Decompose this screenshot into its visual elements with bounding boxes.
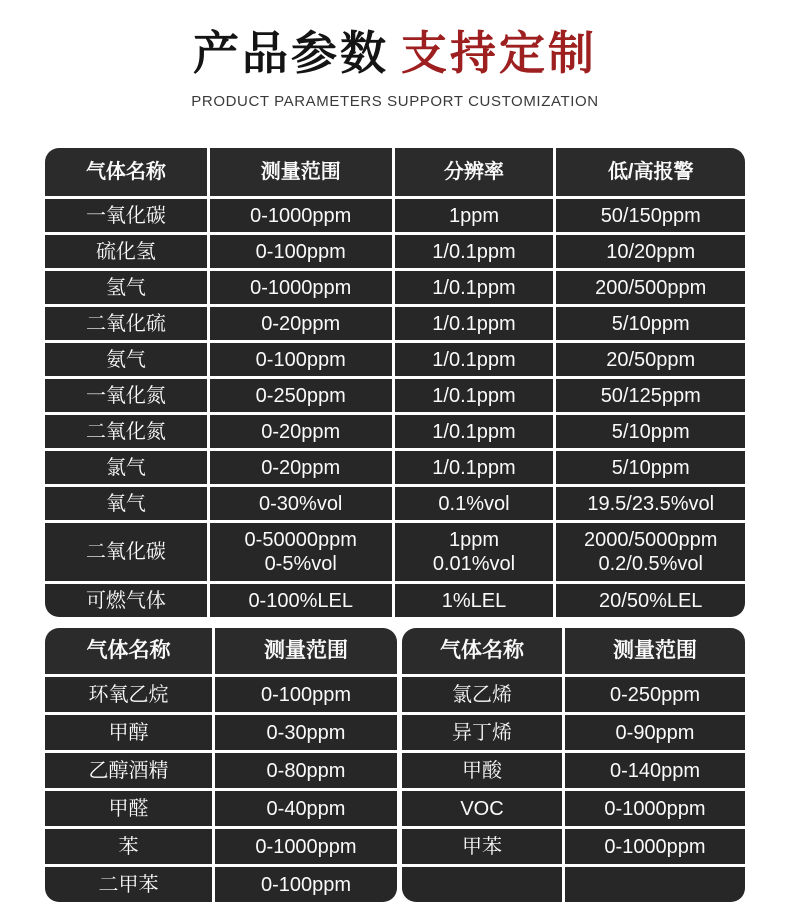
table-cell: 甲苯 xyxy=(402,829,562,864)
table-cell xyxy=(565,867,745,902)
table-cell: 二甲苯 xyxy=(45,867,212,902)
right-spec-table xyxy=(402,628,745,902)
table-cell: 氢气 xyxy=(45,271,207,304)
page-title-black: 产品参数 xyxy=(193,27,389,79)
table-cell: 1/0.1ppm xyxy=(395,379,554,412)
table-cell: 0-20ppm xyxy=(210,451,392,484)
title-block xyxy=(0,0,790,110)
table-cell: 0-50000ppm 0-5%vol xyxy=(210,523,392,581)
table-cell: 二氧化碳 xyxy=(45,523,207,581)
table-cell: 0-1000ppm xyxy=(210,271,392,304)
table-cell: 甲酸 xyxy=(402,753,562,788)
table-cell: VOC xyxy=(402,791,562,826)
table-cell: 1%LEL xyxy=(395,584,554,617)
table-cell: 异丁烯 xyxy=(402,715,562,750)
table-cell xyxy=(402,867,562,902)
column-header: 测量范围 xyxy=(565,628,745,674)
table-cell: 0-100%LEL xyxy=(210,584,392,617)
table-cell: 二氧化硫 xyxy=(45,307,207,340)
table-cell: 0-20ppm xyxy=(210,307,392,340)
table-cell: 1/0.1ppm xyxy=(395,343,554,376)
table-cell: 1ppm xyxy=(395,199,554,232)
table-cell: 5/10ppm xyxy=(556,307,745,340)
column-header: 气体名称 xyxy=(45,148,207,196)
table-cell: 20/50%LEL xyxy=(556,584,745,617)
table-cell: 5/10ppm xyxy=(556,415,745,448)
table-cell: 0-1000ppm xyxy=(565,829,745,864)
table-cell: 50/150ppm xyxy=(556,199,745,232)
table-cell: 0-140ppm xyxy=(565,753,745,788)
table-cell: 20/50ppm xyxy=(556,343,745,376)
page-title-red: 支持定制 xyxy=(401,27,597,79)
table-cell: 可燃气体 xyxy=(45,584,207,617)
column-header: 分辨率 xyxy=(395,148,554,196)
page-title xyxy=(0,26,790,81)
table-cell: 氯气 xyxy=(45,451,207,484)
table-cell: 0-100ppm xyxy=(215,677,397,712)
table-cell: 苯 xyxy=(45,829,212,864)
page-subtitle: PRODUCT PARAMETERS SUPPORT CUSTOMIZATION xyxy=(191,93,599,111)
column-header: 测量范围 xyxy=(215,628,397,674)
table-cell: 5/10ppm xyxy=(556,451,745,484)
table-cell: 0-30ppm xyxy=(215,715,397,750)
table-cell: 0-90ppm xyxy=(565,715,745,750)
table-cell: 二氧化氮 xyxy=(45,415,207,448)
table-cell: 0-20ppm xyxy=(210,415,392,448)
column-header: 气体名称 xyxy=(402,628,562,674)
table-cell: 50/125ppm xyxy=(556,379,745,412)
table-cell: 1/0.1ppm xyxy=(395,235,554,268)
main-spec-table xyxy=(45,148,745,617)
table-cell: 1ppm 0.01%vol xyxy=(395,523,554,581)
table-cell: 0-1000ppm xyxy=(215,829,397,864)
table-cell: 0-1000ppm xyxy=(210,199,392,232)
table-cell: 1/0.1ppm xyxy=(395,271,554,304)
table-cell: 0.1%vol xyxy=(395,487,554,520)
table-cell: 乙醇酒精 xyxy=(45,753,212,788)
table-cell: 甲醇 xyxy=(45,715,212,750)
table-cell: 2000/5000ppm 0.2/0.5%vol xyxy=(556,523,745,581)
table-cell: 0-100ppm xyxy=(210,343,392,376)
table-cell: 10/20ppm xyxy=(556,235,745,268)
table-cell: 1/0.1ppm xyxy=(395,451,554,484)
table-cell: 0-250ppm xyxy=(565,677,745,712)
table-cell: 硫化氢 xyxy=(45,235,207,268)
table-cell: 1/0.1ppm xyxy=(395,415,554,448)
table-cell: 氯乙烯 xyxy=(402,677,562,712)
column-header: 测量范围 xyxy=(210,148,392,196)
table-cell: 200/500ppm xyxy=(556,271,745,304)
table-cell: 0-30%vol xyxy=(210,487,392,520)
table-cell: 0-40ppm xyxy=(215,791,397,826)
table-cell: 氧气 xyxy=(45,487,207,520)
table-cell: 0-250ppm xyxy=(210,379,392,412)
table-cell: 1/0.1ppm xyxy=(395,307,554,340)
table-cell: 0-80ppm xyxy=(215,753,397,788)
table-cell: 环氧乙烷 xyxy=(45,677,212,712)
table-cell: 0-100ppm xyxy=(215,867,397,902)
table-cell: 0-1000ppm xyxy=(565,791,745,826)
column-header: 气体名称 xyxy=(45,628,212,674)
table-cell: 氨气 xyxy=(45,343,207,376)
column-header: 低/高报警 xyxy=(556,148,745,196)
table-cell: 一氧化氮 xyxy=(45,379,207,412)
table-cell: 一氧化碳 xyxy=(45,199,207,232)
table-cell: 甲醛 xyxy=(45,791,212,826)
table-cell: 19.5/23.5%vol xyxy=(556,487,745,520)
left-spec-table xyxy=(45,628,397,902)
table-cell: 0-100ppm xyxy=(210,235,392,268)
